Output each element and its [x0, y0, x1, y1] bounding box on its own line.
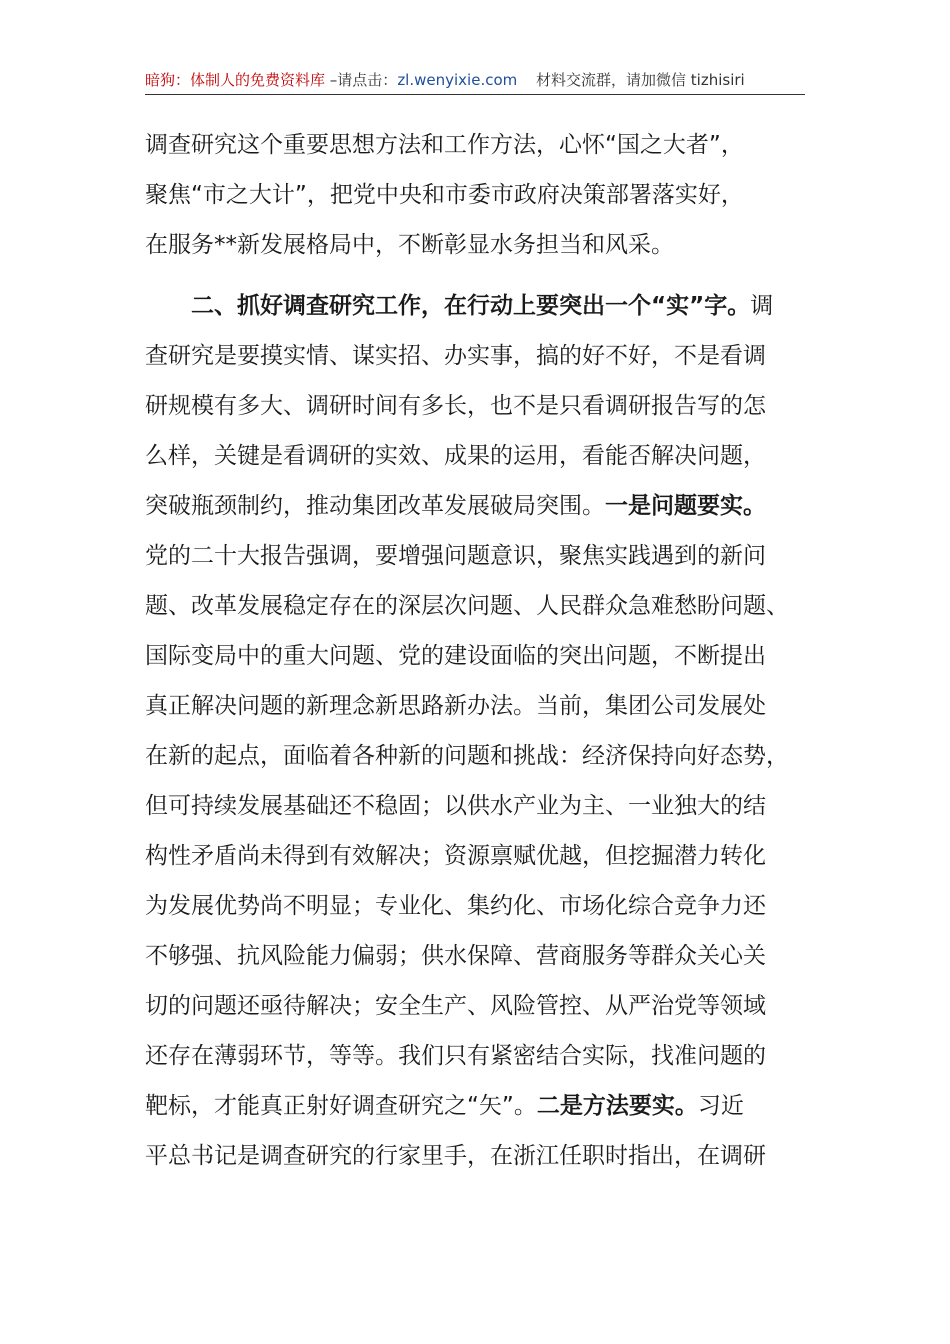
para2-line: 还存在薄弱环节，等等。我们只有紧密结合实际，找准问题的 [145, 1043, 766, 1069]
para2-line: 查研究是要摸实情、谋实招、办实事，搞的好不好，不是看调 [145, 343, 766, 369]
para2-line [145, 481, 825, 531]
para2-line: 题、改革发展稳定存在的深层次问题、人民群众急难愁盼问题、 [145, 593, 789, 619]
para2-line: 研规模有多大、调研时间有多长，也不是只看调研报告写的怎 [145, 393, 766, 419]
section-heading-line [145, 281, 825, 331]
header-url-link[interactable]: zl.wenyixie.com [397, 71, 518, 89]
point-two-heading: 二是方法要实。 [536, 1093, 698, 1119]
page-header [145, 66, 805, 95]
para2-line: 构性矛盾尚未得到有效解决；资源禀赋优越，但挖掘潜力转化 [145, 843, 766, 869]
para2-line: 为发展优势尚不明显；专业化、集约化、市场化综合竞争力还 [145, 893, 766, 919]
point-one-heading: 一是问题要实。 [605, 493, 766, 519]
header-brand: 暗狗：体制人的免费资料库 [145, 71, 326, 89]
para2-line: 在新的起点，面临着各种新的问题和挑战：经济保持向好态势， [145, 743, 789, 769]
para1-line: 调查研究这个重要思想方法和工作方法，心怀“国之大者”， [145, 132, 744, 158]
para2-text: 靶标，才能真正射好调查研究之“矢”。 [145, 1093, 537, 1119]
para2-line: 么样，关键是看调研的实效、成果的运用，看能否解决问题， [145, 443, 766, 469]
document-body [145, 120, 825, 1181]
para2-line: 切的问题还亟待解决；安全生产、风险管控、从严治党等领域 [145, 993, 766, 1019]
para2-line: 真正解决问题的新理念新思路新办法。当前，集团公司发展处 [145, 693, 766, 719]
para2-line: 但可持续发展基础还不稳固；以供水产业为主、一业独大的结 [145, 793, 766, 819]
para1-line: 聚焦“市之大计”，把党中央和市委市政府决策部署落实好， [145, 182, 744, 208]
para2-line-tail: 调 [750, 293, 774, 319]
para2-line: 国际变局中的重大问题、党的建设面临的突出问题，不断提出 [145, 643, 766, 669]
para1-line: 在服务**新发展格局中，不断彰显水务担当和风采。 [145, 232, 674, 258]
para2-text: 习近 [697, 1093, 744, 1119]
para2-line: 不够强、抗风险能力偏弱；供水保障、营商服务等群众关心关 [145, 943, 766, 969]
para2-line [145, 1081, 825, 1131]
para2-line: 党的二十大报告强调，要增强问题意识，聚焦实践遇到的新问 [145, 543, 766, 569]
header-prompt: –请点击： [329, 71, 398, 89]
header-contact: 材料交流群，请加微信 tizhisiri [536, 71, 745, 89]
para2-text: 突破瓶颈制约，推动集团改革发展破局突围。 [145, 493, 605, 519]
para2-line: 平总书记是调查研究的行家里手，在浙江任职时指出，在调研 [145, 1143, 766, 1169]
section-heading: 二、抓好调查研究工作，在行动上要突出一个“实”字。 [191, 293, 751, 319]
